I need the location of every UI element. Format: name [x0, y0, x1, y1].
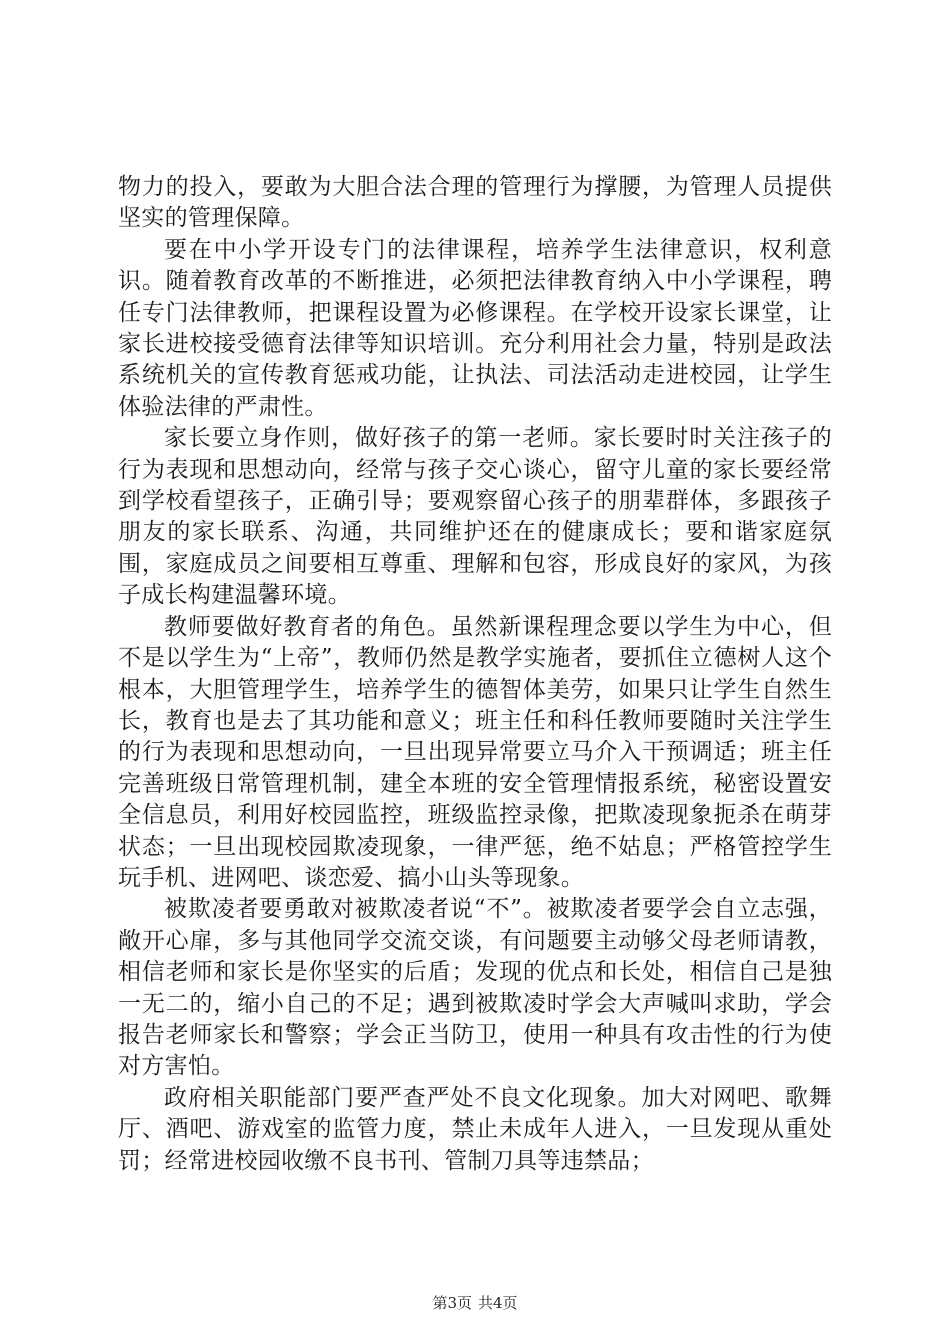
paragraph: 政府相关职能部门要严查严处不良文化现象。加大对网吧、歌舞厅、酒吧、游戏室的监管力度，禁止未成年人进入，一旦发现从重处罚；经常进校园收缴不良书刊、管制刀具等违禁品；: [118, 1084, 832, 1174]
paragraph: 物力的投入，要敢为大胆合法合理的管理行为撑腰，为管理人员提供坚实的管理保障。: [118, 174, 832, 232]
paragraph: 被欺凌者要勇敢对被欺凌者说“不”。被欺凌者要学会自立志强，敞开心扉，多与其他同学交流交谈，有问题要主动够父母老师请教，相信老师和家长是你坚实的后盾；发现的优点和长处，相信自己是独一无二的，缩小自己的不足；遇到被欺凌时学会大声喊叫求助，学会报告老师家长和警察；学会正当防卫，使用一种具有攻击性的行为使对方害怕。: [118, 896, 832, 1080]
paragraph: 教师要做好教育者的角色。虽然新课程理念要以学生为中心，但不是以学生为“上帝”，教师仍然是教学实施者，要抓住立德树人这个根本，大胆管理学生，培养学生的德智体美劳，如果只让学生自然生长，教育也是去了其功能和意义；班主任和科任教师要随时关注学生的行为表现和思想动向，一旦出现异常要立马介入干预调适；班主任完善班级日常管理机制，建全本班的安全管理情报系统，秘密设置安全信息员，利用好校园监控，班级监控录像，把欺凌现象扼杀在萌芽状态；一旦出现校园欺凌现象，一律严惩，绝不姑息；严格管控学生玩手机、进网吧、谈恋爱、搞小山头等现象。: [118, 613, 832, 891]
page-number: 第3页: [432, 1294, 472, 1312]
paragraph: 家长要立身作则，做好孩子的第一老师。家长要时时关注孩子的行为表现和思想动向，经常与孩子交心谈心，留守儿童的家长要经常到学校看望孩子，正确引导；要观察留心孩子的朋辈群体，多跟孩子朋友的家长联系、沟通，共同维护还在的健康成长；要和谐家庭氛围，家庭成员之间要相互尊重、理解和包容，形成良好的家风，为孩子成长构建温馨环境。: [118, 425, 832, 609]
total-pages: 共4页: [478, 1294, 518, 1312]
paragraph: 要在中小学开设专门的法律课程，培养学生法律意识，权利意识。随着教育改革的不断推进，必须把法律教育纳入中小学课程，聘任专门法律教师，把课程设置为必修课程。在学校开设家长课堂，让家长进校接受德育法律等知识培训。充分利用社会力量，特别是政法系统机关的宣传教育惩戒功能，让执法、司法活动走进校园，让学生体验法律的严肃性。: [118, 236, 832, 420]
document-body: [118, 172, 832, 1177]
page-footer: [0, 1293, 950, 1313]
